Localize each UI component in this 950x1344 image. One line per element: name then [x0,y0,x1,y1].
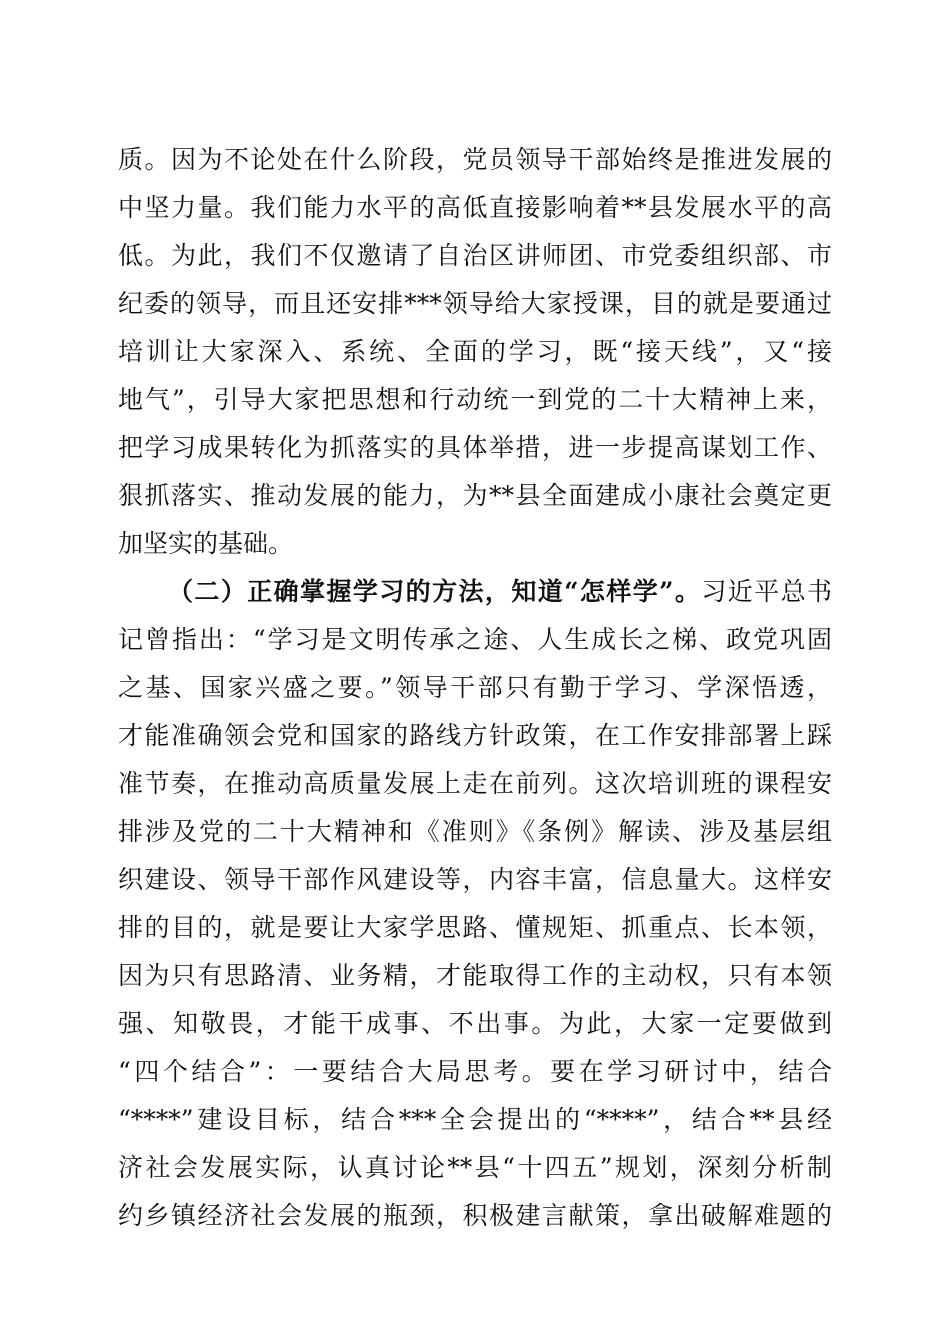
body-line: 准节奏，在推动高质量发展上走在前列。这次培训班的课程安 [118,769,832,798]
body-line: 强、知敬畏，才能干成事、不出事。为此，大家一定要做到 [118,1009,832,1038]
body-line: 质。因为不论处在什么阶段，党员领导干部始终是推进发展的 [118,145,832,174]
section-heading: （二）正确掌握学习的方法，知道“怎样学”。 [168,577,702,606]
body-line: 济社会发展实际，认真讨论**县“十四五”规划，深刻分析制 [118,1153,832,1182]
body-line: 织建设、领导干部作风建设等，内容丰富，信息量大。这样安 [118,865,832,894]
body-line: 加坚实的基础。 [118,529,294,558]
body-line: 把学习成果转化为抓落实的具体举措，进一步提高谋划工作、 [118,433,832,462]
body-line: 记曾指出：“学习是文明传承之途、人生成长之梯、政党巩固 [118,625,832,654]
body-line: 纪委的领导，而且还安排***领导给大家授课，目的就是要通过 [118,289,832,318]
section-heading-line [168,570,832,614]
body-line: “四个结合”：一要结合大局思考。要在学习研讨中，结合 [118,1057,832,1086]
body-line: “****”建设目标，结合***全会提出的“****”，结合**县经 [118,1105,832,1134]
body-line: 培训让大家深入、系统、全面的学习，既“接天线”，又“接 [118,337,832,366]
body-text: 习近平总书 [701,577,832,606]
body-line: 因为只有思路清、业务精，才能取得工作的主动权，只有本领 [118,961,832,990]
body-line: 之基、国家兴盛之要。”领导干部只有勤于学习、学深悟透， [118,673,832,702]
body-line: 约乡镇经济社会发展的瓶颈，积极建言献策，拿出破解难题的 [118,1201,832,1230]
body-line: 中坚力量。我们能力水平的高低直接影响着**县发展水平的高 [118,193,832,222]
body-line: 才能准确领会党和国家的路线方针政策，在工作安排部署上踩 [118,721,832,750]
body-line: 排涉及党的二十大精神和《准则》《条例》解读、涉及基层组 [118,817,832,846]
body-line: 排的目的，就是要让大家学思路、懂规矩、抓重点、长本领， [118,913,832,942]
body-line: 低。为此，我们不仅邀请了自治区讲师团、市党委组织部、市 [118,241,832,270]
body-line: 地气”，引导大家把思想和行动统一到党的二十大精神上来， [118,385,832,414]
body-line: 狠抓落实、推动发展的能力，为**县全面建成小康社会奠定更 [118,481,832,510]
